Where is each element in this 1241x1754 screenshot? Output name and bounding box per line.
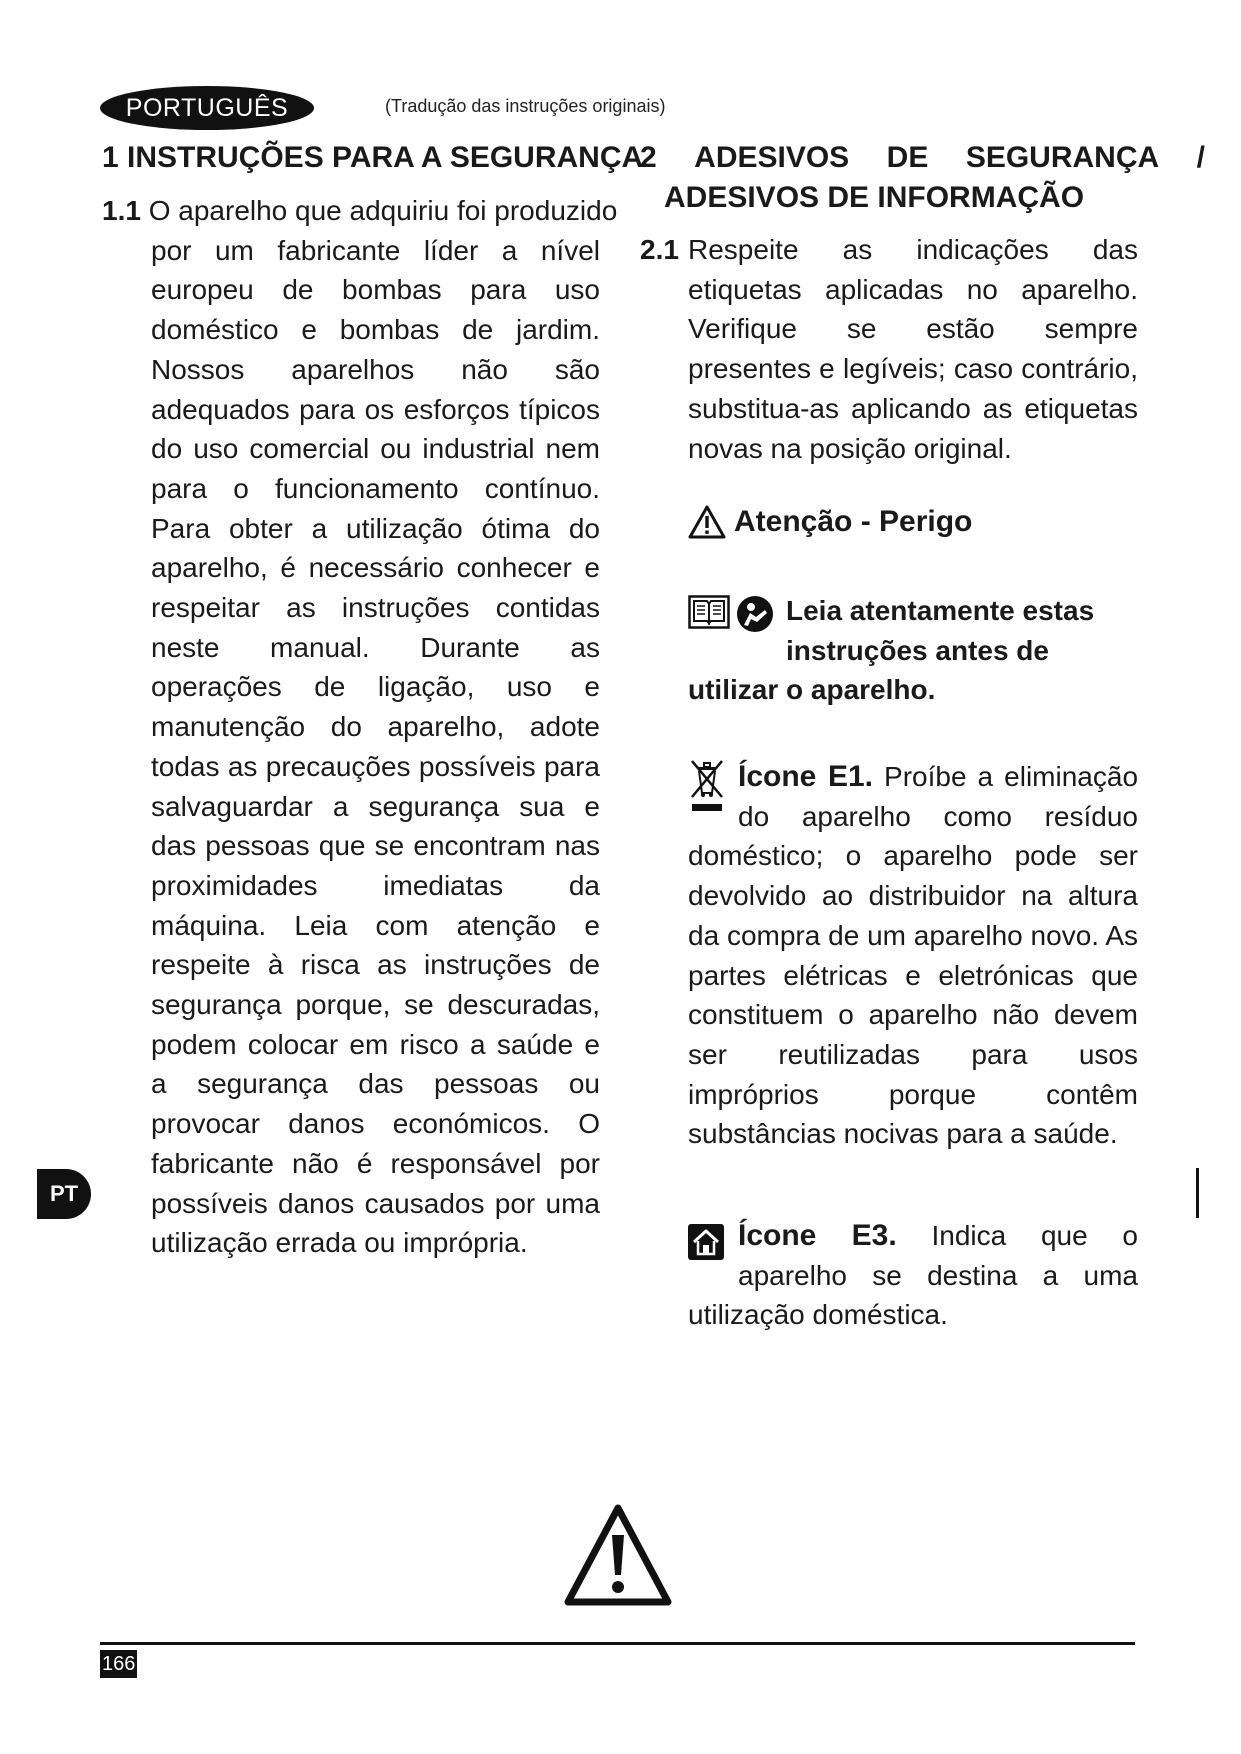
margin-marker [1196,1168,1199,1218]
section2-heading-word: SEGURANÇA [965,141,1160,174]
icon-e3-text: Indica que o aparelho se destina a uma utilização doméstica. [688,1220,1138,1331]
section2-item-number: 2.1 [640,234,679,265]
section2-body-text: Respeite as indicações das etiquetas aplicadas no aparelho. Verifique se estão sempre presentes e legíveis; caso contrário, substitua-as aplicando as etiquetas novas na posição original. [688,234,1138,464]
section1-body-text: por um fabricante líder a nível europeu de bombas para uso doméstico e bombas de jardim. Nossos aparelhos não são adequados para os esforços típicos do uso comercial ou industrial nem para o funcionamento contínuo. Para obter a utilização ótima do aparelho, é necessário conhecer e respeitar as instruções contidas neste manual. Durante as operações de ligação, uso e manutenção do aparelho, adote todas as precauções possíveis para salvaguardar a segurança sua e das pessoas que se encontram nas proximidades imediatas da máquina. Leia com atenção e respeite à risca as instruções de segurança porque, se descuradas, podem colocar em risco a saúde e a segurança das pessoas ou provocar danos económicos. O fabricante não é responsável por possíveis danos causados por uma utilização errada ou imprópria. [151,234,600,1259]
read-manual-notice [688,591,1138,710]
section2-heading [640,138,1205,218]
icon-e3-notice [688,1216,1138,1335]
warning-notice [688,505,972,539]
section2-heading-line2: ADESIVOS DE INFORMAÇÃO [664,181,1085,214]
warning-label: Atenção - Perigo [734,505,973,538]
icon-e1-text: Proíbe a eliminação do aparelho como resíduo doméstico; o aparelho pode ser devolvido ao distribuidor na altura da compra de um aparelho novo. As partes elétricas e eletrónicas que constituem o aparelho não devem ser reutilizadas para usos impróprios porque contêm substâncias nocivas para a saúde. [688,761,1139,1150]
section2-heading-word: / [1196,141,1205,174]
section2-paragraph [640,230,1138,468]
translation-note: (Tradução das instruções originais) [385,96,666,116]
icon-e3-title: Ícone E3. [738,1219,897,1252]
section1-first-line-text: O aparelho que adquiriu foi produzido [148,195,618,226]
large-warning-icon [563,1503,673,1607]
section2-heading-word: ADESIVOS [694,141,850,174]
footer-divider [100,1642,1135,1645]
crossed-bin-icon [688,757,726,813]
house-icon [688,1224,724,1260]
section1-first-line [102,191,618,231]
read-manual-icons [688,595,774,633]
section1-item-number: 1.1 [102,195,141,226]
section2-heading-number: 2 [640,141,657,174]
section2-heading-word: DE [886,141,929,174]
section1-heading: 1 INSTRUÇÕES PARA A SEGURANÇA [102,141,644,174]
language-side-tab [37,1169,91,1219]
manual-book-icon [688,595,730,629]
icon-e1-title: Ícone E1. [738,760,873,793]
warning-triangle-icon [688,505,726,539]
read-instructions-icon [736,595,774,633]
page-number: 166 [100,1650,137,1678]
icon-e1-notice [688,757,1138,1154]
language-side-tab-label: PT [49,1181,79,1206]
section1-paragraph [102,191,618,1263]
section2-heading-line1 [640,138,1205,178]
language-text: PORTUGUÊS [125,93,289,122]
language-label [100,86,314,130]
read-manual-text: Leia atentamente estas instruções antes de utilizar o aparelho. [688,595,1095,706]
